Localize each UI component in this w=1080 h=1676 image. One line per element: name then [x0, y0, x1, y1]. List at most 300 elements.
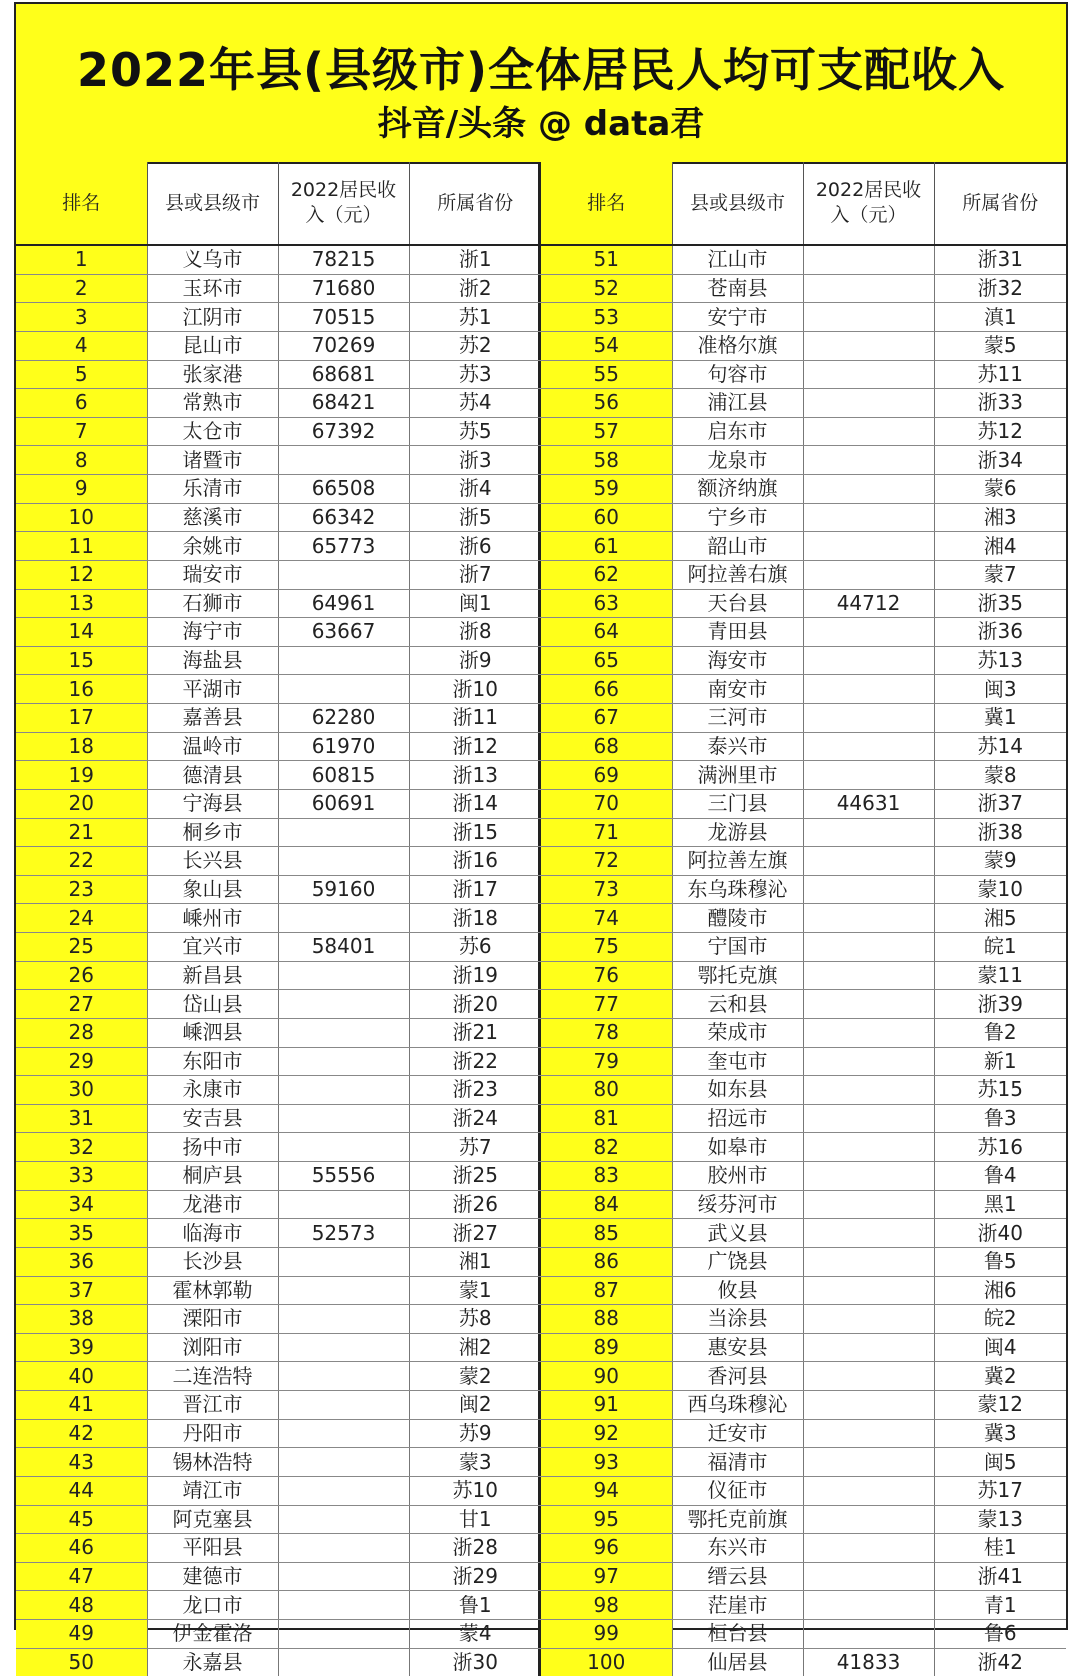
county-cell: 海盐县 — [147, 646, 278, 675]
table-row — [16, 990, 541, 1019]
rank-cell: 25 — [16, 933, 147, 962]
county-cell: 东乌珠穆沁 — [672, 875, 803, 904]
province-cell: 浙18 — [409, 904, 541, 933]
province-cell: 浙16 — [409, 847, 541, 876]
rank-cell: 94 — [541, 1476, 672, 1505]
table-row — [16, 1562, 541, 1591]
table-row — [541, 1362, 1066, 1391]
province-cell: 蒙5 — [934, 331, 1066, 360]
income-cell: 44712 — [803, 589, 934, 618]
county-cell: 扬中市 — [147, 1133, 278, 1162]
table-row — [16, 618, 541, 647]
province-cell: 苏8 — [409, 1305, 541, 1334]
table-row — [16, 904, 541, 933]
rank-cell: 49 — [16, 1620, 147, 1649]
rank-cell: 42 — [16, 1419, 147, 1448]
province-cell: 苏6 — [409, 933, 541, 962]
table-row — [541, 1247, 1066, 1276]
income-cell — [803, 1333, 934, 1362]
province-cell: 新1 — [934, 1047, 1066, 1076]
income-cell: 62280 — [278, 704, 409, 733]
table-row — [16, 503, 541, 532]
rank-cell: 53 — [541, 303, 672, 332]
rank-cell: 11 — [16, 532, 147, 561]
table-row — [541, 904, 1066, 933]
rank-cell: 70 — [541, 789, 672, 818]
county-cell: 云和县 — [672, 990, 803, 1019]
county-cell: 鄂托克旗 — [672, 961, 803, 990]
table-row — [541, 789, 1066, 818]
income-cell — [278, 1247, 409, 1276]
county-cell: 宁乡市 — [672, 503, 803, 532]
income-cell — [803, 1133, 934, 1162]
table-row — [16, 1247, 541, 1276]
ranking-grid — [16, 162, 1066, 1676]
county-cell: 伊金霍洛 — [147, 1620, 278, 1649]
province-cell: 黑1 — [934, 1190, 1066, 1219]
county-cell: 新昌县 — [147, 961, 278, 990]
header-province: 所属省份 — [934, 162, 1066, 245]
province-cell: 浙34 — [934, 446, 1066, 475]
table-right — [541, 162, 1066, 1676]
county-cell: 仙居县 — [672, 1648, 803, 1676]
county-cell: 溧阳市 — [147, 1305, 278, 1334]
county-cell: 准格尔旗 — [672, 331, 803, 360]
province-cell: 浙22 — [409, 1047, 541, 1076]
rank-cell: 22 — [16, 847, 147, 876]
county-cell: 嵊州市 — [147, 904, 278, 933]
table-row — [541, 1276, 1066, 1305]
income-cell: 71680 — [278, 274, 409, 303]
income-cell: 66342 — [278, 503, 409, 532]
county-cell: 义乌市 — [147, 245, 278, 274]
rank-cell: 100 — [541, 1648, 672, 1676]
table-row — [541, 532, 1066, 561]
income-cell: 63667 — [278, 618, 409, 647]
table-row — [16, 360, 541, 389]
table-row — [16, 1391, 541, 1420]
rank-cell: 93 — [541, 1448, 672, 1477]
county-cell: 青田县 — [672, 618, 803, 647]
county-cell: 阿拉善右旗 — [672, 560, 803, 589]
table-row — [541, 1419, 1066, 1448]
table-row — [16, 961, 541, 990]
county-cell: 瑞安市 — [147, 560, 278, 589]
county-cell: 晋江市 — [147, 1391, 278, 1420]
province-cell: 浙36 — [934, 618, 1066, 647]
province-cell: 浙4 — [409, 475, 541, 504]
county-cell: 绥芬河市 — [672, 1190, 803, 1219]
table-row — [541, 503, 1066, 532]
county-cell: 慈溪市 — [147, 503, 278, 532]
income-cell: 65773 — [278, 532, 409, 561]
province-cell: 鲁6 — [934, 1620, 1066, 1649]
income-cell — [278, 1620, 409, 1649]
county-cell: 天台县 — [672, 589, 803, 618]
rank-cell: 27 — [16, 990, 147, 1019]
rank-cell: 45 — [16, 1505, 147, 1534]
income-cell — [803, 1562, 934, 1591]
table-row — [16, 1162, 541, 1191]
county-cell: 广饶县 — [672, 1247, 803, 1276]
county-cell: 桐乡市 — [147, 818, 278, 847]
header-income: 2022居民收入（元） — [803, 162, 934, 245]
table-row — [541, 761, 1066, 790]
province-cell: 苏16 — [934, 1133, 1066, 1162]
income-cell — [278, 1362, 409, 1391]
table-row — [16, 1648, 541, 1676]
table-row — [541, 1018, 1066, 1047]
province-cell: 蒙2 — [409, 1362, 541, 1391]
county-cell: 南安市 — [672, 675, 803, 704]
table-row — [541, 331, 1066, 360]
income-cell — [803, 1419, 934, 1448]
table-row — [16, 589, 541, 618]
rank-cell: 78 — [541, 1018, 672, 1047]
rank-cell: 4 — [16, 331, 147, 360]
county-cell: 荣成市 — [672, 1018, 803, 1047]
income-cell — [803, 560, 934, 589]
rank-cell: 86 — [541, 1247, 672, 1276]
rank-cell: 8 — [16, 446, 147, 475]
table-row — [16, 1219, 541, 1248]
table-row — [16, 1276, 541, 1305]
header-province: 所属省份 — [409, 162, 541, 245]
province-cell: 皖2 — [934, 1305, 1066, 1334]
county-cell: 启东市 — [672, 417, 803, 446]
rank-cell: 39 — [16, 1333, 147, 1362]
county-cell: 奎屯市 — [672, 1047, 803, 1076]
rank-cell: 56 — [541, 389, 672, 418]
income-cell — [803, 532, 934, 561]
province-cell: 冀2 — [934, 1362, 1066, 1391]
income-cell — [803, 875, 934, 904]
table-row — [541, 1476, 1066, 1505]
province-cell: 浙27 — [409, 1219, 541, 1248]
income-cell — [803, 1534, 934, 1563]
rank-cell: 35 — [16, 1219, 147, 1248]
province-cell: 湘4 — [934, 532, 1066, 561]
income-cell — [803, 732, 934, 761]
table-row — [16, 847, 541, 876]
income-cell: 66508 — [278, 475, 409, 504]
rank-cell: 61 — [541, 532, 672, 561]
income-cell — [278, 847, 409, 876]
table-row — [16, 646, 541, 675]
province-cell: 浙10 — [409, 675, 541, 704]
table-row — [541, 818, 1066, 847]
rank-cell: 88 — [541, 1305, 672, 1334]
rank-cell: 63 — [541, 589, 672, 618]
income-cell — [278, 1562, 409, 1591]
rank-cell: 29 — [16, 1047, 147, 1076]
table-row — [541, 1591, 1066, 1620]
province-cell: 苏7 — [409, 1133, 541, 1162]
county-cell: 江山市 — [672, 245, 803, 274]
province-cell: 浙9 — [409, 646, 541, 675]
rank-cell: 83 — [541, 1162, 672, 1191]
rank-cell: 23 — [16, 875, 147, 904]
table-row — [541, 1562, 1066, 1591]
table-row — [16, 1190, 541, 1219]
county-cell: 三河市 — [672, 704, 803, 733]
county-cell: 建德市 — [147, 1562, 278, 1591]
rank-cell: 95 — [541, 1505, 672, 1534]
province-cell: 蒙8 — [934, 761, 1066, 790]
province-cell: 蒙3 — [409, 1448, 541, 1477]
income-cell — [803, 1162, 934, 1191]
table-left — [16, 162, 541, 1676]
income-cell — [803, 990, 934, 1019]
income-cell — [803, 618, 934, 647]
rank-cell: 76 — [541, 961, 672, 990]
income-cell — [803, 303, 934, 332]
province-cell: 浙33 — [934, 389, 1066, 418]
province-cell: 闽2 — [409, 1391, 541, 1420]
table-row — [16, 560, 541, 589]
table-body-right — [541, 245, 1066, 1676]
header-county: 县或县级市 — [147, 162, 278, 245]
province-cell: 蒙6 — [934, 475, 1066, 504]
table-row — [541, 1620, 1066, 1649]
income-cell — [278, 1276, 409, 1305]
county-cell: 昆山市 — [147, 331, 278, 360]
province-cell: 浙32 — [934, 274, 1066, 303]
county-cell: 宁海县 — [147, 789, 278, 818]
county-cell: 香河县 — [672, 1362, 803, 1391]
rank-cell: 60 — [541, 503, 672, 532]
county-cell: 泰兴市 — [672, 732, 803, 761]
province-cell: 甘1 — [409, 1505, 541, 1534]
income-cell: 55556 — [278, 1162, 409, 1191]
rank-cell: 43 — [16, 1448, 147, 1477]
county-cell: 龙港市 — [147, 1190, 278, 1219]
province-cell: 湘3 — [934, 503, 1066, 532]
rank-cell: 10 — [16, 503, 147, 532]
province-cell: 蒙9 — [934, 847, 1066, 876]
rank-cell: 31 — [16, 1104, 147, 1133]
province-cell: 鲁3 — [934, 1104, 1066, 1133]
income-cell: 60815 — [278, 761, 409, 790]
province-cell: 冀1 — [934, 704, 1066, 733]
table-row — [541, 360, 1066, 389]
page-subtitle: 抖音/头条 @ data君 — [377, 104, 705, 144]
rank-cell: 32 — [16, 1133, 147, 1162]
income-cell: 70515 — [278, 303, 409, 332]
income-cell — [278, 1047, 409, 1076]
province-cell: 苏11 — [934, 360, 1066, 389]
income-cell — [803, 1448, 934, 1477]
county-cell: 当涂县 — [672, 1305, 803, 1334]
rank-cell: 69 — [541, 761, 672, 790]
province-cell: 蒙7 — [934, 560, 1066, 589]
income-cell — [803, 675, 934, 704]
income-cell — [803, 331, 934, 360]
county-cell: 桐庐县 — [147, 1162, 278, 1191]
county-cell: 茫崖市 — [672, 1591, 803, 1620]
county-cell: 石狮市 — [147, 589, 278, 618]
rank-cell: 82 — [541, 1133, 672, 1162]
rank-cell: 36 — [16, 1247, 147, 1276]
rank-cell: 15 — [16, 646, 147, 675]
province-cell: 浙11 — [409, 704, 541, 733]
county-cell: 玉环市 — [147, 274, 278, 303]
county-cell: 东阳市 — [147, 1047, 278, 1076]
rank-cell: 80 — [541, 1076, 672, 1105]
county-cell: 安吉县 — [147, 1104, 278, 1133]
rank-cell: 18 — [16, 732, 147, 761]
table-row — [16, 1305, 541, 1334]
province-cell: 闽4 — [934, 1333, 1066, 1362]
table-row — [16, 1076, 541, 1105]
rank-cell: 90 — [541, 1362, 672, 1391]
header-county: 县或县级市 — [672, 162, 803, 245]
county-cell: 常熟市 — [147, 389, 278, 418]
income-cell — [278, 1076, 409, 1105]
income-cell — [803, 1276, 934, 1305]
rank-cell: 1 — [16, 245, 147, 274]
rank-cell: 6 — [16, 389, 147, 418]
table-row — [541, 1391, 1066, 1420]
table-row — [16, 274, 541, 303]
table-row — [541, 245, 1066, 274]
province-cell: 浙39 — [934, 990, 1066, 1019]
income-cell: 78215 — [278, 245, 409, 274]
rank-cell: 50 — [16, 1648, 147, 1676]
rank-cell: 19 — [16, 761, 147, 790]
income-cell — [803, 761, 934, 790]
table-row — [541, 675, 1066, 704]
table-row — [16, 331, 541, 360]
table-row — [16, 1620, 541, 1649]
table-frame — [14, 2, 1068, 1674]
county-cell: 长沙县 — [147, 1247, 278, 1276]
rank-cell: 51 — [541, 245, 672, 274]
rank-cell: 14 — [16, 618, 147, 647]
province-cell: 鲁5 — [934, 1247, 1066, 1276]
income-cell — [803, 245, 934, 274]
province-cell: 苏5 — [409, 417, 541, 446]
county-cell: 太仓市 — [147, 417, 278, 446]
county-cell: 嵊泗县 — [147, 1018, 278, 1047]
province-cell: 青1 — [934, 1591, 1066, 1620]
county-cell: 胶州市 — [672, 1162, 803, 1191]
table-row — [16, 704, 541, 733]
table-row — [16, 1133, 541, 1162]
county-cell: 浦江县 — [672, 389, 803, 418]
rank-cell: 2 — [16, 274, 147, 303]
county-cell: 如皋市 — [672, 1133, 803, 1162]
province-cell: 浙23 — [409, 1076, 541, 1105]
rank-cell: 5 — [16, 360, 147, 389]
rank-cell: 40 — [16, 1362, 147, 1391]
income-cell — [278, 818, 409, 847]
rank-cell: 16 — [16, 675, 147, 704]
header-income: 2022居民收入（元） — [278, 162, 409, 245]
county-cell: 东兴市 — [672, 1534, 803, 1563]
table-row — [541, 1104, 1066, 1133]
rank-cell: 72 — [541, 847, 672, 876]
income-cell — [278, 1648, 409, 1676]
table-row — [541, 560, 1066, 589]
table-row — [541, 274, 1066, 303]
income-cell — [803, 1247, 934, 1276]
province-cell: 蒙10 — [934, 875, 1066, 904]
province-cell: 浙3 — [409, 446, 541, 475]
province-cell: 浙17 — [409, 875, 541, 904]
rank-cell: 41 — [16, 1391, 147, 1420]
province-cell: 浙24 — [409, 1104, 541, 1133]
table-row — [16, 675, 541, 704]
province-cell: 苏10 — [409, 1476, 541, 1505]
income-cell: 44631 — [803, 789, 934, 818]
rank-cell: 74 — [541, 904, 672, 933]
table-row — [541, 1047, 1066, 1076]
province-cell: 蒙12 — [934, 1391, 1066, 1420]
county-cell: 象山县 — [147, 875, 278, 904]
ranking-table-right — [541, 162, 1066, 1676]
province-cell: 浙30 — [452, 1649, 498, 1674]
county-cell: 迁安市 — [672, 1419, 803, 1448]
rank-cell: 47 — [16, 1562, 147, 1591]
income-cell — [803, 1190, 934, 1219]
rank-cell: 46 — [16, 1534, 147, 1563]
province-cell: 浙7 — [409, 560, 541, 589]
rank-cell: 89 — [541, 1333, 672, 1362]
rank-cell: 7 — [16, 417, 147, 446]
ranking-table-left — [16, 162, 541, 1676]
county-cell: 桓台县 — [672, 1620, 803, 1649]
county-cell: 宁国市 — [672, 933, 803, 962]
county-cell: 平湖市 — [147, 675, 278, 704]
county-cell: 临海市 — [147, 1219, 278, 1248]
county-cell: 霍林郭勒 — [147, 1276, 278, 1305]
table-row — [541, 618, 1066, 647]
county-cell: 龙口市 — [147, 1591, 278, 1620]
rank-cell: 77 — [541, 990, 672, 1019]
rank-cell: 84 — [541, 1190, 672, 1219]
table-row — [16, 732, 541, 761]
table-row — [16, 818, 541, 847]
income-cell — [278, 1591, 409, 1620]
table-row — [541, 1648, 1066, 1676]
province-cell: 苏3 — [409, 360, 541, 389]
table-row — [541, 732, 1066, 761]
county-cell: 诸暨市 — [147, 446, 278, 475]
income-cell: 59160 — [278, 875, 409, 904]
province-cell: 皖1 — [934, 933, 1066, 962]
county-cell: 丹阳市 — [147, 1419, 278, 1448]
rank-cell: 17 — [16, 704, 147, 733]
income-cell: 70269 — [278, 331, 409, 360]
table-row — [541, 1133, 1066, 1162]
province-cell: 鲁1 — [409, 1591, 541, 1620]
county-cell: 江阴市 — [147, 303, 278, 332]
province-cell: 浙38 — [934, 818, 1066, 847]
county-cell: 阿克塞县 — [147, 1505, 278, 1534]
table-row — [16, 1047, 541, 1076]
table-header-row — [541, 162, 1066, 245]
income-cell: 64961 — [278, 589, 409, 618]
county-cell: 永康市 — [147, 1076, 278, 1105]
province-cell: 湘1 — [409, 1247, 541, 1276]
table-row — [541, 990, 1066, 1019]
county-cell: 西乌珠穆沁 — [672, 1391, 803, 1420]
province-cell: 滇1 — [934, 303, 1066, 332]
table-row — [16, 1534, 541, 1563]
rank-cell: 37 — [16, 1276, 147, 1305]
income-cell — [803, 274, 934, 303]
